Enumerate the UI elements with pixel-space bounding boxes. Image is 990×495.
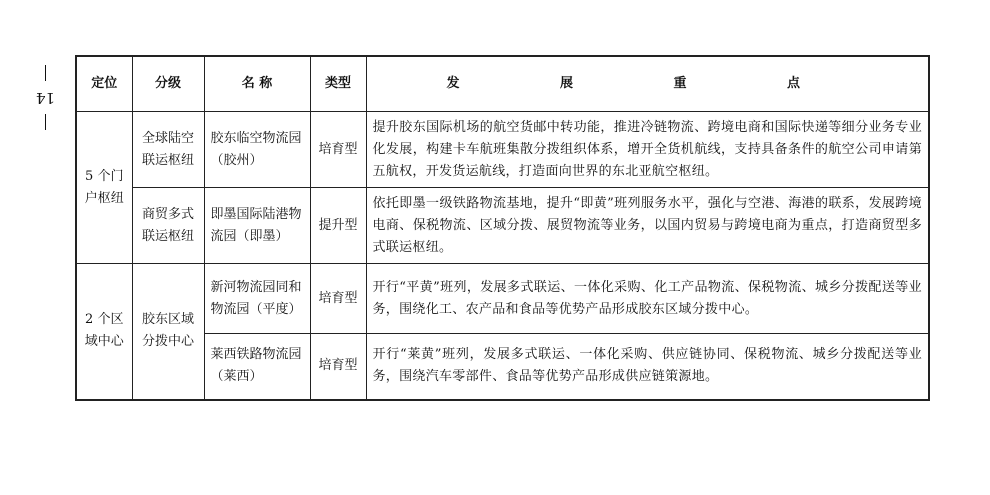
table-row bbox=[76, 112, 929, 188]
logistics-hub-table bbox=[75, 55, 930, 401]
page-number-dash-bottom bbox=[45, 114, 46, 130]
header-focus: 发 展 重 点 bbox=[366, 56, 929, 112]
table-header-row bbox=[76, 56, 929, 112]
page-number-dash-top bbox=[45, 65, 46, 81]
cell-level: 商贸多式联运枢纽 bbox=[132, 188, 204, 264]
cell-level: 全球陆空联运枢纽 bbox=[132, 112, 204, 188]
header-level: 分级 bbox=[132, 56, 204, 112]
page-number-value: 14 bbox=[35, 89, 55, 108]
table-row bbox=[76, 188, 929, 264]
table-row bbox=[76, 264, 929, 334]
cell-focus: 开行“平黄”班列，发展多式联运、一体化采购、化工产品物流、保税物流、城乡分拨配送等业务，围绕化工、农产品和食品等优势产品形成胶东区域分拨中心。 bbox=[366, 264, 929, 334]
cell-name: 莱西铁路物流园（莱西） bbox=[204, 334, 310, 400]
cell-type: 提升型 bbox=[310, 188, 366, 264]
header-name: 名 称 bbox=[204, 56, 310, 112]
cell-type: 培育型 bbox=[310, 334, 366, 400]
table-row bbox=[76, 334, 929, 400]
cell-position: 5 个门户枢纽 bbox=[76, 112, 132, 264]
cell-position: 2 个区域中心 bbox=[76, 264, 132, 400]
cell-name: 即墨国际陆港物流园（即墨） bbox=[204, 188, 310, 264]
header-position: 定位 bbox=[76, 56, 132, 112]
cell-type: 培育型 bbox=[310, 112, 366, 188]
cell-name: 胶东临空物流园（胶州） bbox=[204, 112, 310, 188]
header-type: 类型 bbox=[310, 56, 366, 112]
page-number bbox=[30, 62, 60, 133]
cell-focus: 开行“莱黄”班列，发展多式联运、一体化采购、供应链协同、保税物流、城乡分拨配送等业务，围绕汽车零部件、食品等优势产品形成供应链策源地。 bbox=[366, 334, 929, 400]
cell-focus: 提升胶东国际机场的航空货邮中转功能，推进冷链物流、跨境电商和国际快递等细分业务专业化发展，构建卡车航班集散分拨组织体系，增开全货机航线，支持具备条件的航空公司申请第五航权，开发货运航线，打造面向世界的东北亚航空枢纽。 bbox=[366, 112, 929, 188]
cell-name: 新河物流园同和物流园（平度） bbox=[204, 264, 310, 334]
cell-level: 胶东区域分拨中心 bbox=[132, 264, 204, 400]
cell-focus: 依托即墨一级铁路物流基地，提升“即黄”班列服务水平，强化与空港、海港的联系，发展跨境电商、保税物流、区域分拨、展贸物流等业务，以国内贸易与跨境电商为重点，打造商贸型多式联运枢纽。 bbox=[366, 188, 929, 264]
cell-type: 培育型 bbox=[310, 264, 366, 334]
